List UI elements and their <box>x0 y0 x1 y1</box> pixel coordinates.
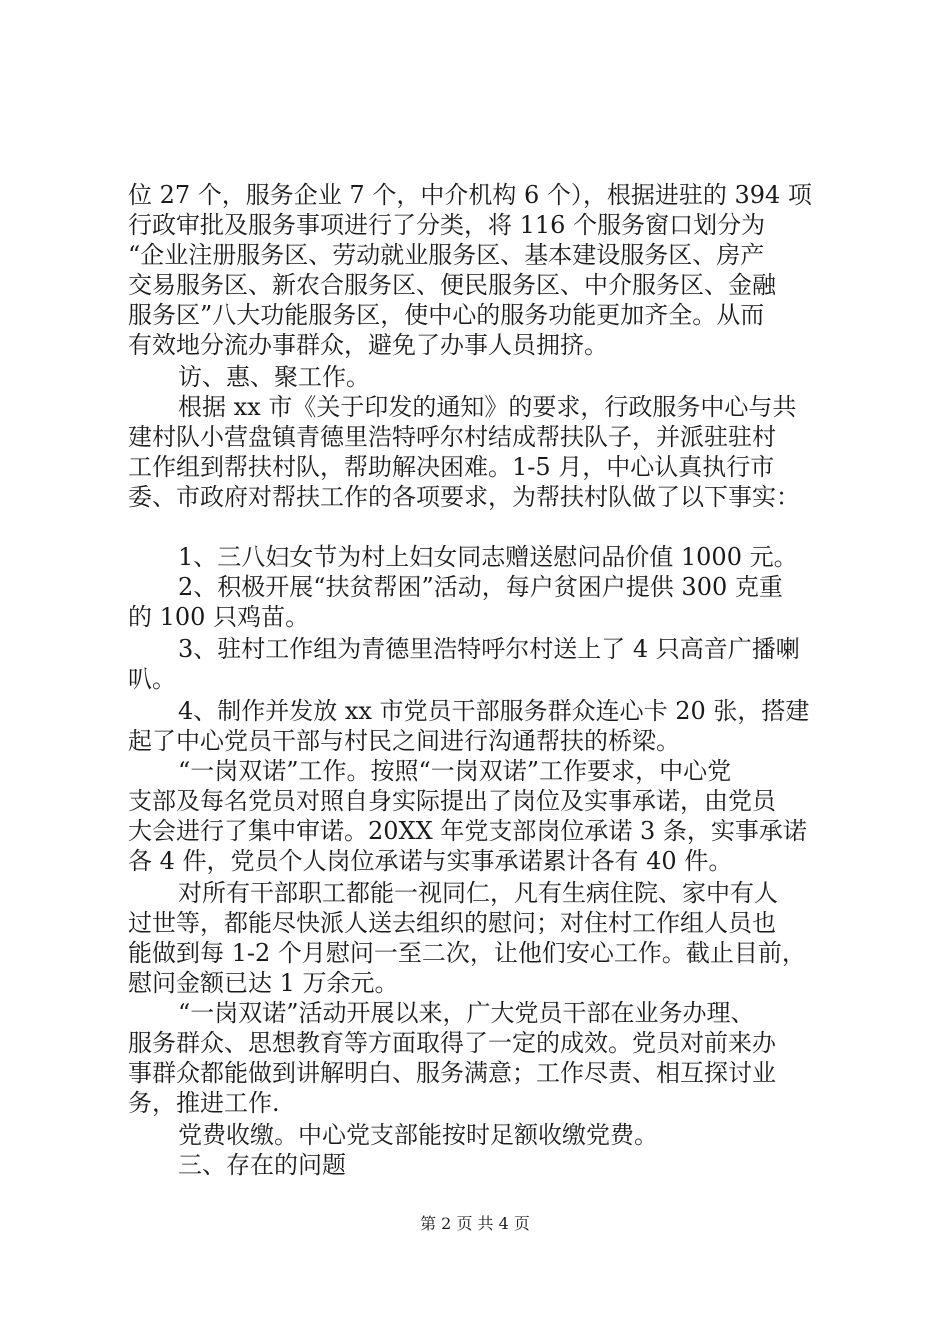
text-line: 对所有干部职工都能一视同仁，凡有生病住院、家中有人 <box>178 879 778 907</box>
text-line: 服务群众、思想教育等方面取得了一定的成效。党员对前来办 <box>128 1029 776 1057</box>
section-heading: “一岗双诺”活动开展以来，广大党员干部在业务办理、 <box>178 999 755 1027</box>
text-line: 行政审批及服务事项进行了分类，将 116 个服务窗口划分为 <box>128 211 766 239</box>
text-line: 大会进行了集中审诺。20XX 年党支部岗位承诺 3 条，实事承诺 <box>128 817 807 845</box>
text-line: 务，推进工作. <box>128 1089 280 1117</box>
text-line: 能做到每 1-2 个月慰问一至二次，让他们安心工作。截止目前， <box>128 939 806 967</box>
text-line: 起了中心党员干部与村民之间进行沟通帮扶的桥梁。 <box>128 727 680 755</box>
list-item: 1、三八妇女节为村上妇女同志赠送慰问品价值 1000 元。 <box>178 543 798 571</box>
section-heading: 访、惠、聚工作。 <box>178 363 370 391</box>
page-number-footer: 第 2 页 共 4 页 <box>420 1214 530 1233</box>
text-line: 服务区”八大功能服务区，使中心的服务功能更加齐全。从而 <box>128 301 765 329</box>
section-heading: 三、存在的问题 <box>178 1151 346 1179</box>
text-line: 支部及每名党员对照自身实际提出了岗位及实事承诺，由党员 <box>128 787 776 815</box>
text-line: 有效地分流办事群众，避免了办事人员拥挤。 <box>128 331 608 359</box>
text-line: “企业注册服务区、劳动就业服务区、基本建设服务区、房产 <box>128 241 765 269</box>
text-line: 根据 xx 市《关于印发的通知》的要求，行政服务中心与共 <box>178 393 797 421</box>
text-line: 过世等，都能尽快派人送去组织的慰问；对住村工作组人员也 <box>128 909 776 937</box>
text-line: 各 4 件，党员个人岗位承诺与实事承诺累计各有 40 件。 <box>128 847 733 875</box>
text-line: 建村队小营盘镇青德里浩特呼尔村结成帮扶队子，并派驻驻村 <box>128 423 776 451</box>
section-heading: 党费收缴。中心党支部能按时足额收缴党费。 <box>178 1121 658 1149</box>
text-line: 的 100 只鸡苗。 <box>128 603 310 631</box>
text-line: 位 27 个，服务企业 7 个，中介机构 6 个），根据进驻的 394 项 <box>128 181 812 209</box>
text-line: 事群众都能做到讲解明白、服务满意；工作尽责、相互探讨业 <box>128 1059 776 1087</box>
text-line: 慰问金额已达 1 万余元。 <box>128 969 399 997</box>
text-line: 委、市政府对帮扶工作的各项要求，为帮扶村队做了以下事实： <box>128 483 800 511</box>
section-heading: “一岗双诺”工作。按照“一岗双诺”工作要求，中心党 <box>178 757 732 785</box>
list-item: 3、驻村工作组为青德里浩特呼尔村送上了 4 只高音广播喇 <box>178 635 800 663</box>
text-line: 工作组到帮扶村队，帮助解决困难。1-5 月，中心认真执行市 <box>128 453 775 481</box>
text-line: 叭。 <box>128 665 176 693</box>
list-item: 4、制作并发放 xx 市党员干部服务群众连心卡 20 张，搭建 <box>178 697 810 725</box>
text-line: 交易服务区、新农合服务区、便民服务区、中介服务区、金融 <box>128 271 776 299</box>
list-item: 2、积极开展“扶贫帮困”活动，每户贫困户提供 300 克重 <box>178 573 783 601</box>
